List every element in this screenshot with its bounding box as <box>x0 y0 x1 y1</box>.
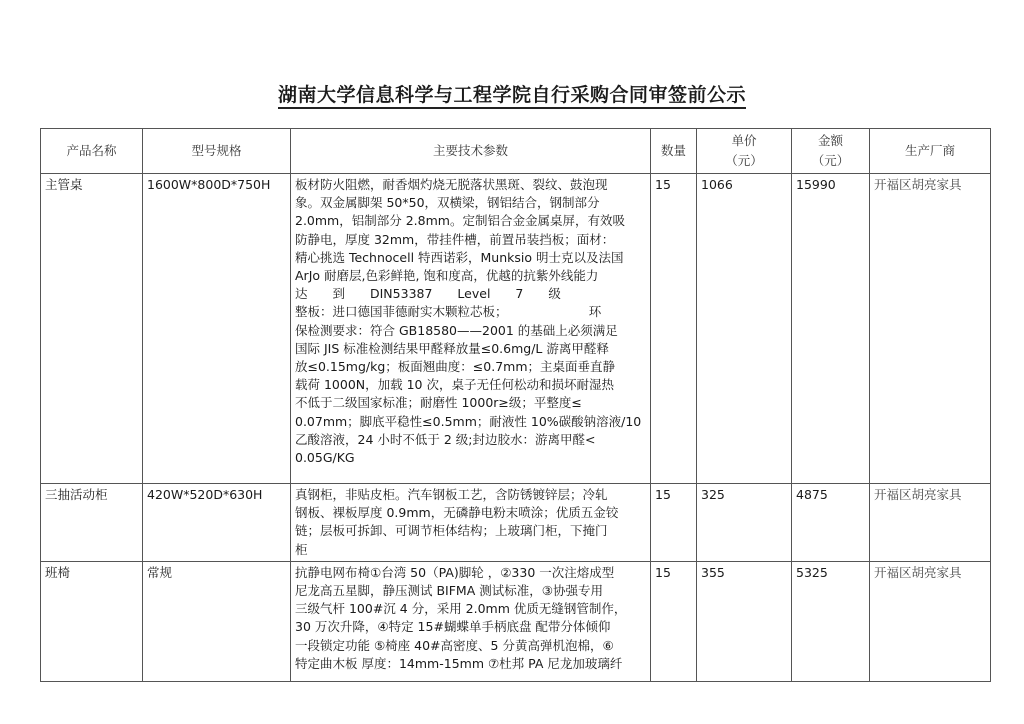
cell-manufacturer: 开福区胡亮家具 <box>870 561 991 681</box>
spec-line: 国际 JIS 标准检测结果甲醛释放量≤0.6mg/L 游离甲醛释 <box>295 340 609 356</box>
cell-spec <box>291 174 651 484</box>
spec-line: 0.07mm；脚底平稳性≤0.5mm；耐液性 10%碳酸钠溶液/10 <box>295 413 642 429</box>
cell-manufacturer: 开福区胡亮家具 <box>870 174 991 484</box>
spec-line: 精心挑选 Technocell 特西诺彩，Munksio 明士克以及法国 <box>295 249 624 265</box>
cell-model: 420W*520D*630H <box>143 484 291 562</box>
spec-lines <box>295 486 651 559</box>
header-amount <box>792 129 870 174</box>
cell-model: 1600W*800D*750H <box>143 174 291 484</box>
cell-name: 班椅 <box>41 561 143 681</box>
spec-line: 板材防火阻燃，耐香烟灼烧无脱落状黑斑、裂纹、鼓泡现 <box>295 177 608 192</box>
header-qty: 数量 <box>651 129 697 174</box>
cell-model: 常规 <box>143 561 291 681</box>
cell-qty: 15 <box>651 484 697 562</box>
spec-line: 达 到 DIN53387 Level 7 级 <box>295 286 561 302</box>
spec-line: 30 万次升降，④特定 15#蝴蝶单手柄底盘 配带分体倾仰 <box>295 619 611 635</box>
document-title: 湖南大学信息科学与工程学院自行采购合同审签前公示 <box>0 80 1024 107</box>
header-unit-price-label: 单价 <box>731 133 757 148</box>
spec-line: 象。双金属脚架 50*50，双横梁，钢铝结合，钢制部分 <box>295 195 600 211</box>
spec-lines <box>295 176 651 467</box>
spec-line: 载荷 1000N，加载 10 次，桌子无任何松动和损坏耐湿热 <box>295 377 614 393</box>
spec-line: 柜 <box>295 541 308 557</box>
spec-line: 一段锁定功能 ⑤椅座 40#高密度、5 分黄高弹机泡棉，⑥ <box>295 637 614 653</box>
header-manufacturer: 生产厂商 <box>870 129 991 174</box>
header-amount-label: 金额 <box>817 133 843 148</box>
cell-spec <box>291 561 651 681</box>
cell-name: 三抽活动柜 <box>41 484 143 562</box>
cell-name: 主管桌 <box>41 174 143 484</box>
header-amount-unit: （元） <box>811 153 850 168</box>
spec-line: 2.0mm，铝制部分 2.8mm。定制铝合金金属桌屏，有效吸 <box>295 213 625 229</box>
header-spec: 主要技术参数 <box>291 129 651 174</box>
procurement-table <box>40 128 991 682</box>
table-row <box>41 561 991 681</box>
spec-line: 整板：进口德国菲德耐实木颗粒芯板； 环 <box>295 304 602 320</box>
spec-line: 钢板、裸板厚度 0.9mm，无磷静电粉末喷涂；优质五金铰 <box>295 505 619 521</box>
spec-line: 不低于二级国家标准；耐磨性 1000r≥级；平整度≤ <box>295 395 582 411</box>
header-unit-price-unit: （元） <box>725 153 763 168</box>
cell-amount: 4875 <box>792 484 870 562</box>
spec-line: 乙酸溶液，24 小时不低于 2 级;封边胶水：游离甲醛< <box>295 431 596 447</box>
cell-amount: 15990 <box>792 174 870 484</box>
table-row <box>41 484 991 562</box>
header-model: 型号规格 <box>143 129 291 174</box>
cell-qty: 15 <box>651 561 697 681</box>
spec-line: 放≤0.15mg/kg；板面翘曲度：≤0.7mm；主桌面垂直静 <box>295 359 616 375</box>
cell-qty: 15 <box>651 174 697 484</box>
spec-line: 防静电，厚度 32mm，带挂件槽，前置吊装挡板；面材： <box>295 231 615 247</box>
spec-line: 0.05G/KG <box>295 450 355 466</box>
table-header-row <box>41 129 991 174</box>
spec-line: 尼龙高五星脚，静压测试 BIFMA 测试标准，③协强专用 <box>295 583 603 599</box>
cell-amount: 5325 <box>792 561 870 681</box>
spec-line: 真钢柜，非贴皮柜。汽车钢板工艺，含防锈镀锌层；冷轧 <box>295 487 608 502</box>
header-name: 产品名称 <box>41 129 143 174</box>
spec-lines <box>295 564 651 673</box>
cell-unit-price: 325 <box>697 484 792 562</box>
spec-line: ArJo 耐磨层,色彩鲜艳, 饱和度高，优越的抗紫外线能力 <box>295 268 599 284</box>
cell-unit-price: 1066 <box>697 174 792 484</box>
cell-manufacturer: 开福区胡亮家具 <box>870 484 991 562</box>
header-unit-price <box>697 129 792 174</box>
cell-spec <box>291 484 651 562</box>
cell-unit-price: 355 <box>697 561 792 681</box>
spec-line: 保检测要求：符合 GB18580——2001 的基础上必须满足 <box>295 322 618 338</box>
spec-line: 抗静电网布椅①台湾 50（PA)脚轮 ，②330 一次注熔成型 <box>295 564 615 580</box>
spec-line: 三级气杆 100#沉 4 分，采用 2.0mm 优质无缝钢管制作， <box>295 601 627 617</box>
spec-line: 链；层板可拆卸、可调节柜体结构；上玻璃门柜，下掩门 <box>295 523 608 539</box>
spec-line: 特定曲木板 厚度：14mm-15mm ⑦杜邦 PA 尼龙加玻璃纤 <box>295 655 623 671</box>
table-row <box>41 174 991 484</box>
